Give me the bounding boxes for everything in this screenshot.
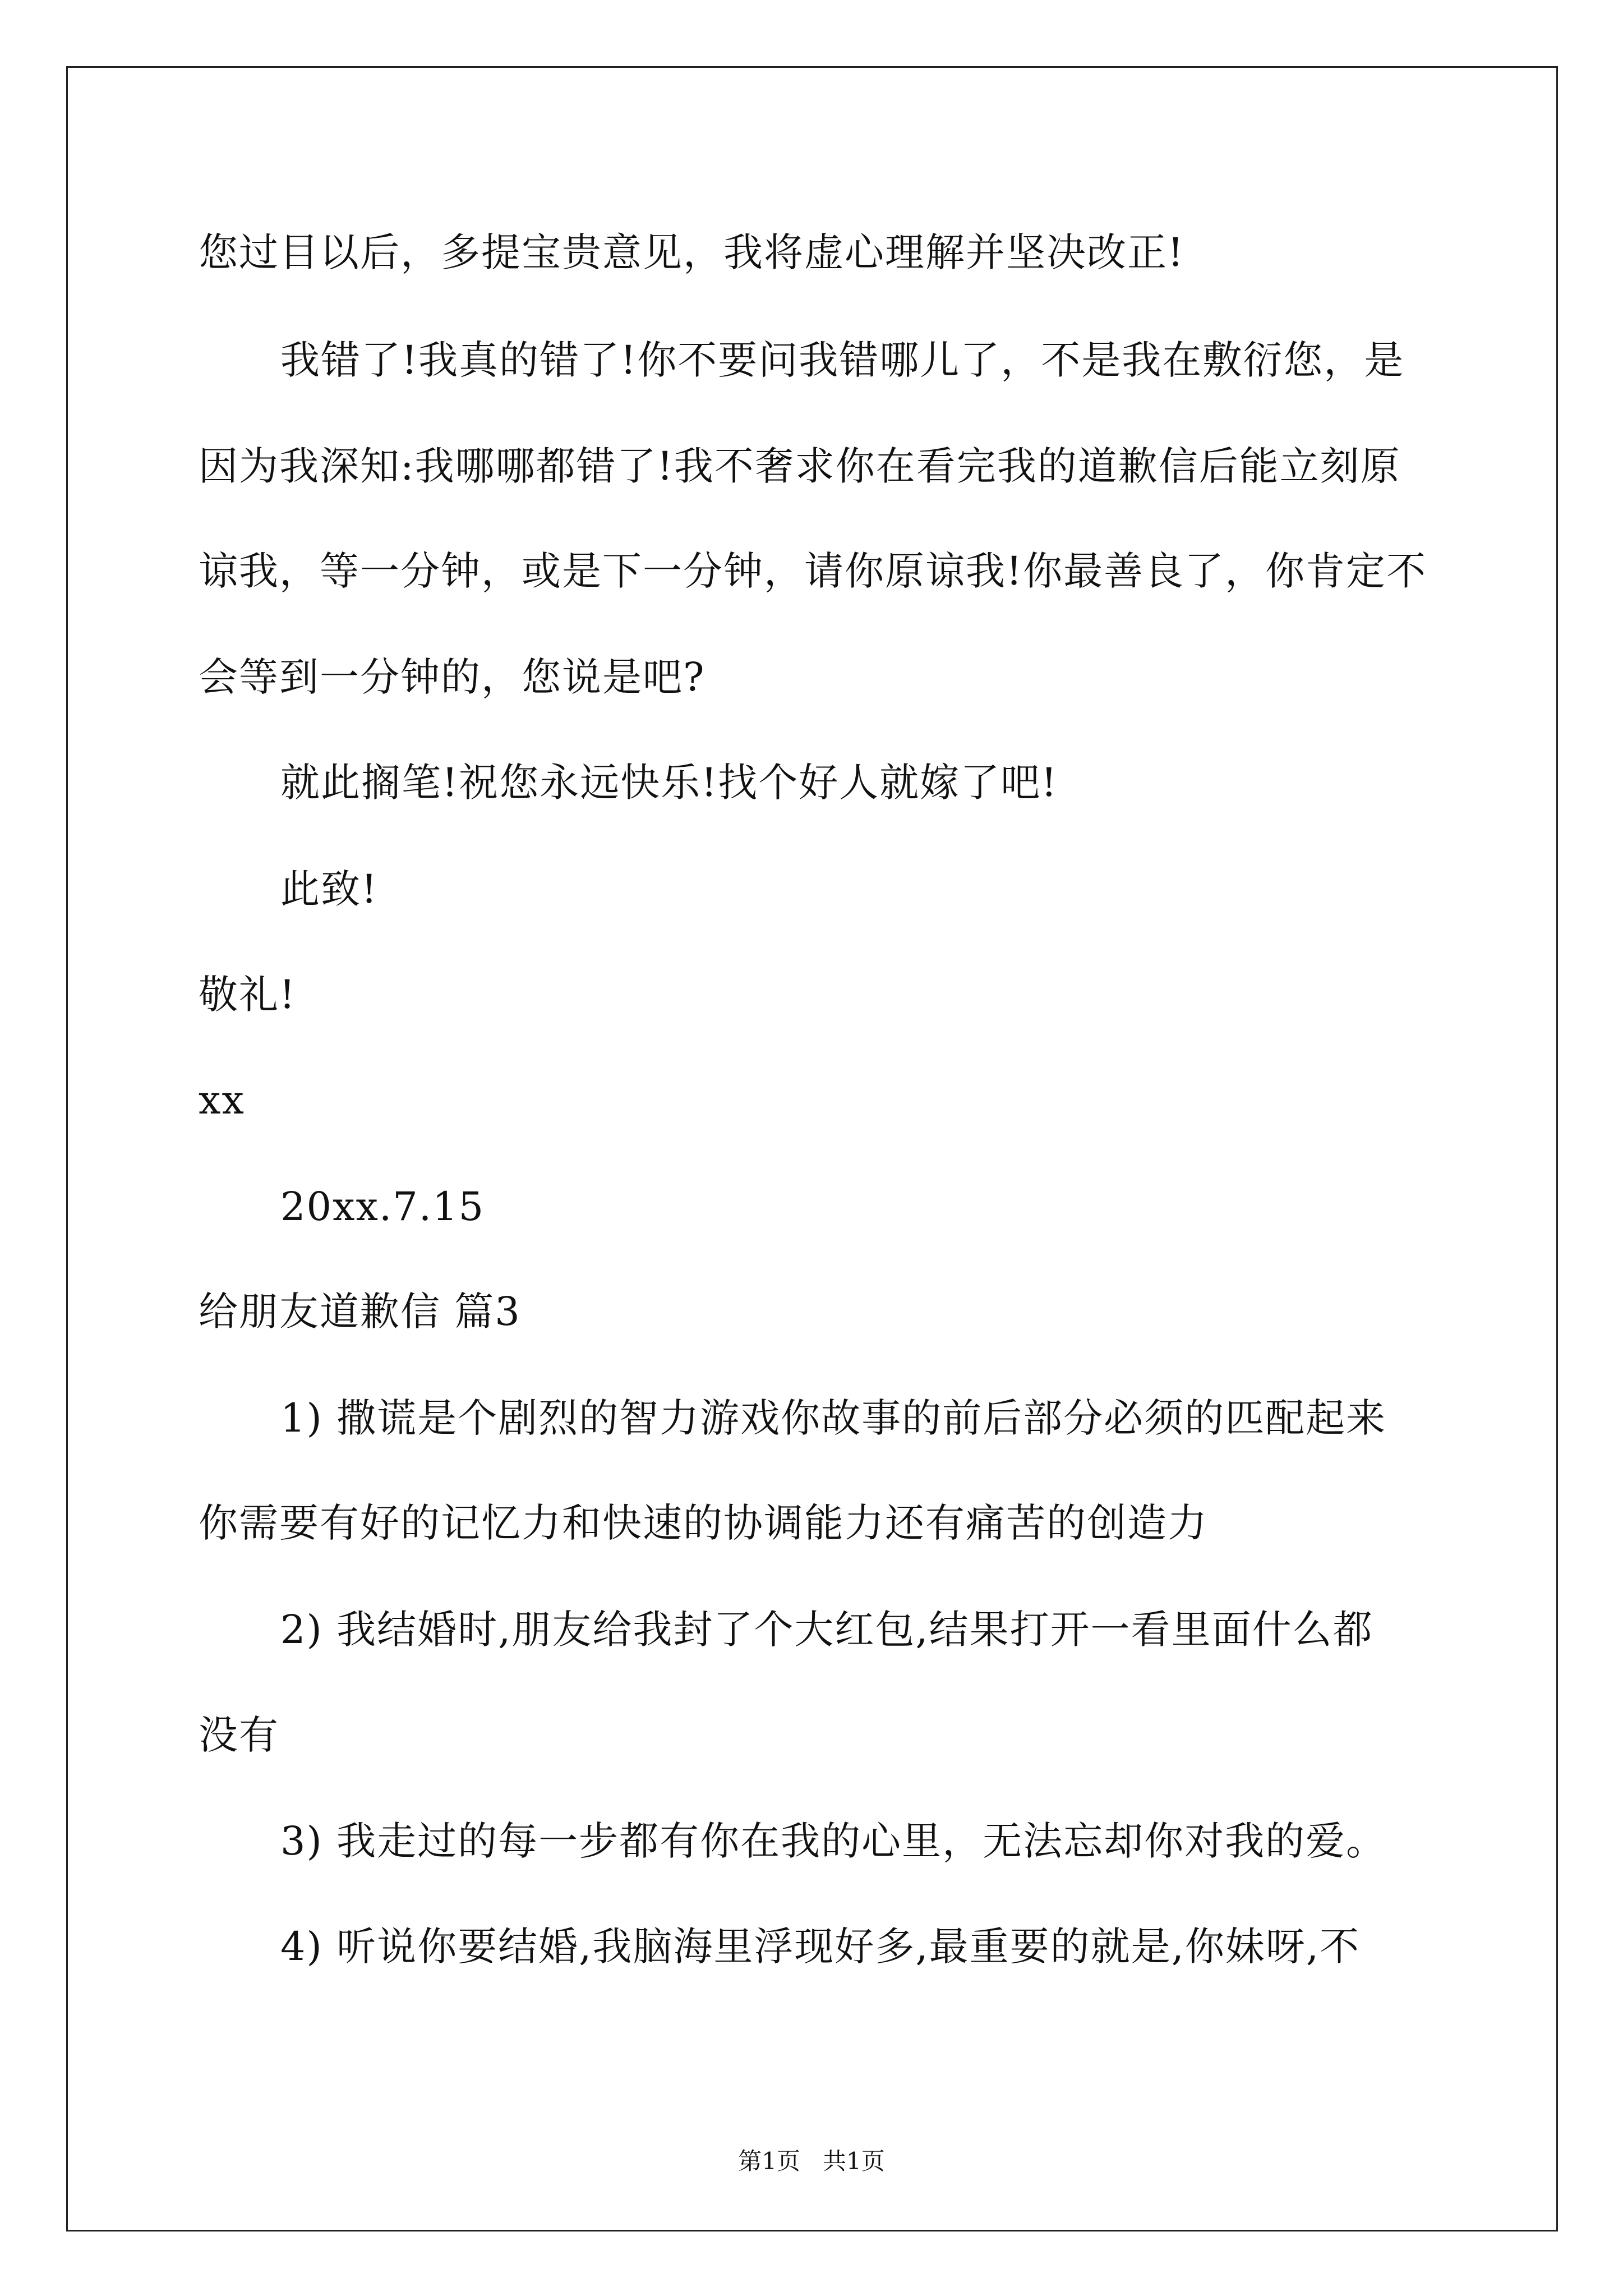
text-line: 敬礼!: [199, 972, 297, 1018]
list-item: 3) 我走过的每一步都有你在我的心里，无法忘却你对我的爱。: [280, 1818, 1387, 1864]
text-line: 谅我，等一分钟，或是下一分钟，请你原谅我!你最善良了，你肯定不: [199, 548, 1427, 594]
text-line: 因为我深知:我哪哪都错了!我不奢求你在看完我的道歉信后能立刻原: [199, 443, 1401, 489]
section-heading: 给朋友道歉信 篇3: [199, 1289, 521, 1335]
list-item: 1) 撒谎是个剧烈的智力游戏你故事的前后部分必须的匹配起来: [280, 1395, 1387, 1441]
text-line: xx: [199, 1077, 245, 1123]
list-item: 2) 我结婚时,朋友给我封了个大红包,结果打开一看里面什么都: [280, 1607, 1373, 1653]
text-line: 我错了!我真的错了!你不要问我错哪儿了，不是我在敷衍您，是: [280, 337, 1405, 383]
date-line: 20xx.7.15: [280, 1184, 485, 1230]
text-line: 就此搁笔!祝您永远快乐!找个好人就嫁了吧!: [280, 760, 1058, 806]
list-item: 4) 听说你要结婚,我脑海里浮现好多,最重要的就是,你妹呀,不: [280, 1924, 1361, 1970]
page-footer: 第1页 共1页: [738, 2147, 885, 2175]
page-border: [66, 66, 1558, 2231]
text-line: 此致!: [280, 866, 379, 912]
text-line: 会等到一分钟的，您说是吧?: [199, 654, 706, 700]
text-line: 没有: [199, 1712, 279, 1758]
text-line: 您过目以后，多提宝贵意见，我将虚心理解并坚决改正!: [199, 229, 1185, 275]
text-line: 你需要有好的记忆力和快速的协调能力还有痛苦的创造力: [199, 1500, 1208, 1546]
